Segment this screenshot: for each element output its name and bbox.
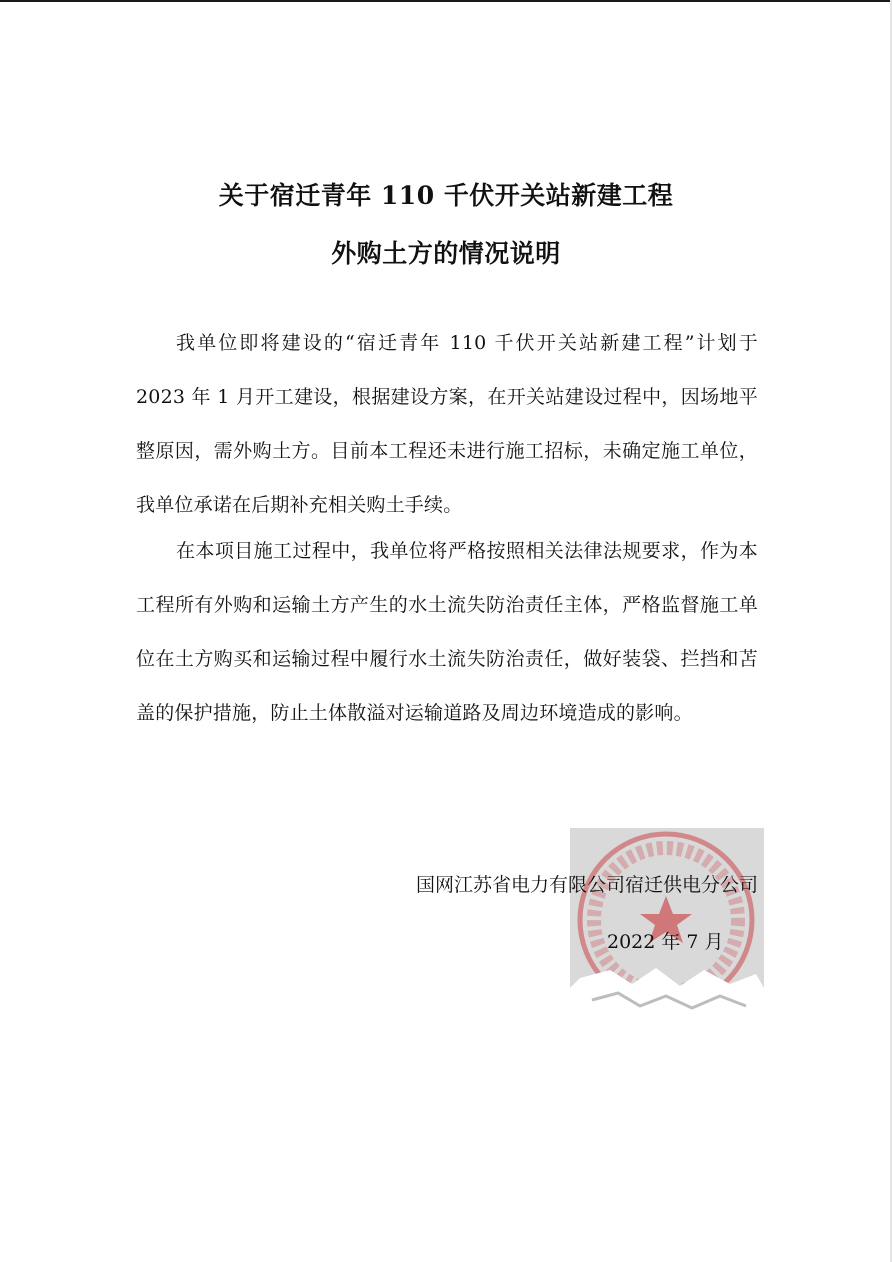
document-title-line-1: 关于宿迁青年 110 千伏开关站新建工程	[218, 181, 674, 210]
document-title-line-2: 外购土方的情况说明	[331, 239, 561, 268]
issuer-signature: 国网江苏省电力有限公司宿迁供电分公司	[415, 874, 758, 896]
issue-date: 2022 年 7 月	[607, 931, 724, 953]
body-paragraph-2-container	[136, 524, 758, 740]
body-paragraph: 我单位即将建设的“宿迁青年 110 千伏开关站新建工程”计划于 2023 年 1 月开工建设，根据建设方案，在开关站建设过程中，因场地平整原因，需外购土方。目前本工程还未进行施工招标，未确定施工单位，我单位承诺在后期补充相关购土手续。	[136, 332, 758, 516]
body-paragraph: 在本项目施工过程中，我单位将严格按照相关法律法规要求，作为本工程所有外购和运输土方产生的水土流失防治责任主体，严格监督施工单位在土方购买和运输过程中履行水土流失防治责任，做好装袋、拦挡和苫盖的保护措施，防止土体散溢对运输道路及周边环境造成的影响。	[136, 540, 758, 724]
official-seal	[570, 828, 764, 1024]
page-top-border	[0, 0, 892, 2]
body-paragraph-1-container	[136, 316, 758, 532]
seal-image	[570, 828, 764, 1024]
